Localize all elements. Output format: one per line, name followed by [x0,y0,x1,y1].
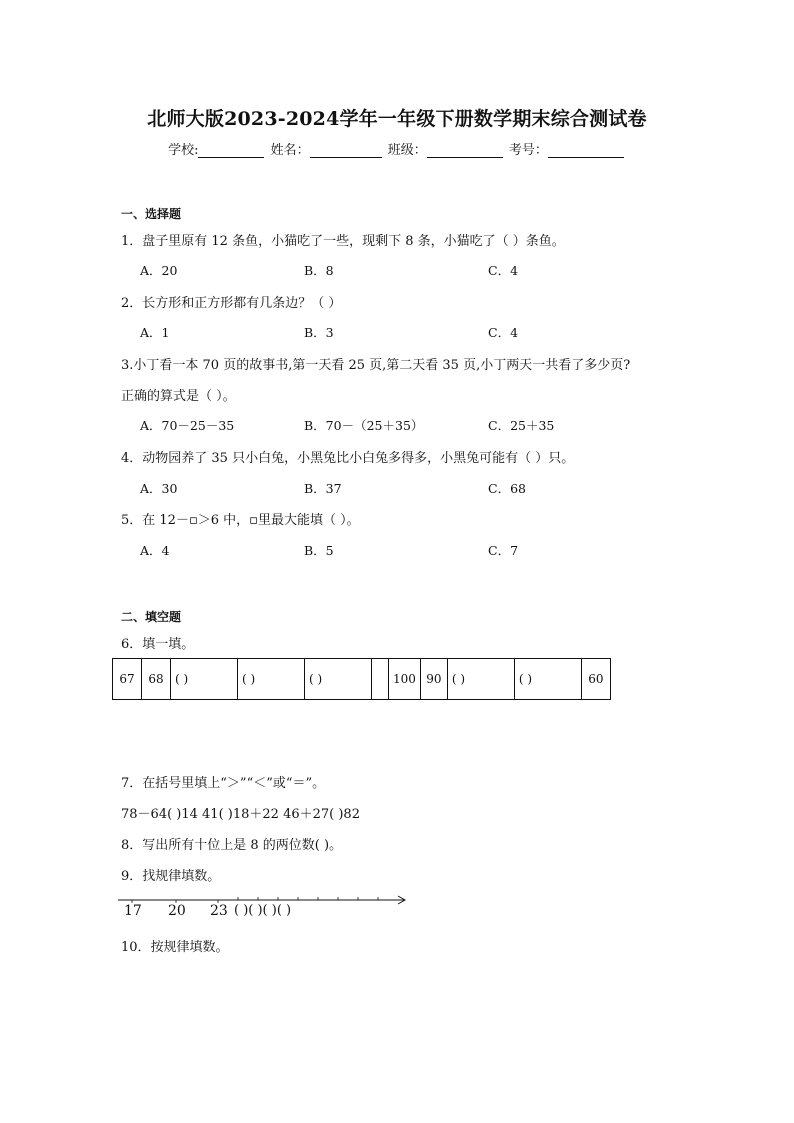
q2-option-c[interactable]: C．4 [488,325,519,340]
q1-option-a[interactable]: A．20 [140,263,178,278]
question-7-items: 78－64( )14 41( )18＋22 46＋27( )82 [121,807,360,822]
table-cell-blank[interactable]: ( ) [171,659,238,700]
number-line-value: 17 [124,903,142,919]
table-cell: 90 [420,659,447,700]
number-sequence-table [112,658,611,700]
q3-option-c[interactable]: C．25＋35 [488,418,555,433]
q1-option-c[interactable]: C．4 [488,263,519,278]
question-9: 9．找规律填数。 [121,869,221,884]
q5-option-c[interactable]: C．7 [488,543,519,558]
question-7: 7．在括号里填上“＞”“＜”或“＝”。 [121,776,326,791]
table-cell: 68 [142,659,171,700]
q2-option-a[interactable]: A．1 [140,325,170,340]
q1-option-b[interactable]: B．8 [304,263,334,278]
table-cell: 60 [581,659,610,700]
q4-option-c[interactable]: C．68 [488,481,526,496]
question-3-line2: 正确的算式是（ ）。 [121,389,236,404]
number-line-value: 20 [168,903,186,919]
table-cell-empty[interactable] [372,659,389,700]
q5-option-b[interactable]: B．5 [304,543,334,558]
question-2: 2．长方形和正方形都有几条边？（ ） [121,296,342,311]
name-blank[interactable] [310,145,382,158]
student-info-line [0,139,794,158]
question-6: 6．填一填。 [121,637,195,652]
exam-no-label: 考号： [508,143,548,158]
question-1: 1．盘子里原有 12 条鱼，小猫吃了一些，现剩下 8 条，小猫吃了（ ）条鱼。 [121,234,565,249]
question-10: 10．按规律填数。 [121,940,229,955]
q4-option-b[interactable]: B．37 [304,481,342,496]
class-label: 班级： [387,143,427,158]
table-cell-blank[interactable]: ( ) [305,659,372,700]
section-heading-choice: 一、选择题 [121,207,182,221]
q3-option-b[interactable]: B．70－（25＋35） [304,418,424,433]
number-line-value: 23 [210,903,228,919]
table-cell-blank[interactable]: ( ) [514,659,581,700]
school-blank[interactable] [198,145,264,158]
school-label: 学校: [168,143,199,158]
q3-option-a[interactable]: A．70－25－35 [140,418,235,433]
table-cell-blank[interactable]: ( ) [238,659,305,700]
table-cell: 67 [113,659,142,700]
q5-option-a[interactable]: A．4 [140,543,170,558]
section-heading-fill: 二、填空题 [121,610,182,624]
question-8: 8．写出所有十位上是 8 的两位数( )。 [121,838,343,853]
name-label: 姓名： [270,143,310,158]
q4-option-a[interactable]: A．30 [140,481,178,496]
question-4: 4．动物园养了 35 只小白兔，小黑兔比小白兔多得多，小黑兔可能有（ ）只。 [121,451,575,466]
q2-option-b[interactable]: B．3 [304,325,334,340]
number-line-blanks[interactable]: ( )( )( )( ) [234,903,292,918]
question-5: 5．在 12－▫＞6 中，▫里最大能填（ ）。 [121,513,360,528]
exam-no-blank[interactable] [548,145,624,158]
class-blank[interactable] [427,145,503,158]
page-title: 北师大版2023-2024学年一年级下册数学期末综合测试卷 [147,108,647,130]
table-cell: 100 [389,659,421,700]
table-cell-blank[interactable]: ( ) [447,659,514,700]
question-3: 3.小丁看一本 70 页的故事书,第一天看 25 页,第二天看 35 页,小丁两天一共看了多少页? [121,358,631,373]
